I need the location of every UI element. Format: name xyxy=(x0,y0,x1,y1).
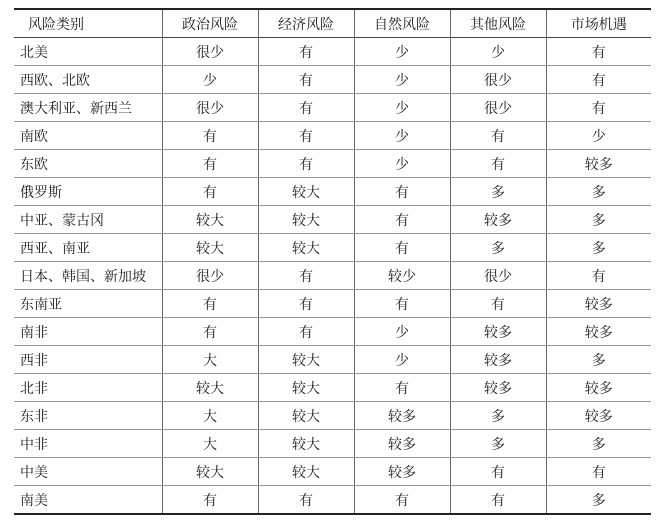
risk-level-cell: 有 xyxy=(258,66,354,94)
region-cell: 南美 xyxy=(14,486,162,515)
risk-level-cell: 较大 xyxy=(258,430,354,458)
risk-level-cell: 有 xyxy=(258,262,354,290)
risk-level-cell: 较多 xyxy=(546,402,651,430)
risk-level-cell: 很少 xyxy=(450,262,546,290)
risk-level-cell: 少 xyxy=(162,66,258,94)
risk-level-cell: 很少 xyxy=(162,38,258,66)
risk-level-cell: 较大 xyxy=(258,234,354,262)
table-row xyxy=(14,234,651,262)
risk-level-cell: 有 xyxy=(546,38,651,66)
risk-level-cell: 多 xyxy=(546,346,651,374)
table-body xyxy=(14,38,651,515)
risk-level-cell: 少 xyxy=(354,318,450,346)
table-row xyxy=(14,290,651,318)
risk-level-cell: 少 xyxy=(354,66,450,94)
risk-level-cell: 较大 xyxy=(258,178,354,206)
risk-level-cell: 较多 xyxy=(450,346,546,374)
risk-level-cell: 大 xyxy=(162,402,258,430)
risk-level-cell: 有 xyxy=(354,178,450,206)
column-header: 市场机遇 xyxy=(546,9,651,38)
column-header: 政治风险 xyxy=(162,9,258,38)
risk-level-cell: 有 xyxy=(546,94,651,122)
region-cell: 中美 xyxy=(14,458,162,486)
table-row xyxy=(14,38,651,66)
risk-level-cell: 很少 xyxy=(162,94,258,122)
region-cell: 澳大利亚、新西兰 xyxy=(14,94,162,122)
risk-level-cell: 有 xyxy=(354,234,450,262)
risk-level-cell: 有 xyxy=(450,150,546,178)
risk-level-cell: 大 xyxy=(162,430,258,458)
risk-level-cell: 较多 xyxy=(354,430,450,458)
risk-level-cell: 有 xyxy=(258,318,354,346)
column-header: 经济风险 xyxy=(258,9,354,38)
risk-level-cell: 较大 xyxy=(258,402,354,430)
risk-level-cell: 有 xyxy=(162,122,258,150)
risk-level-cell: 较大 xyxy=(162,458,258,486)
risk-level-cell: 多 xyxy=(546,178,651,206)
column-header: 自然风险 xyxy=(354,9,450,38)
table-row xyxy=(14,262,651,290)
risk-level-cell: 较大 xyxy=(258,346,354,374)
table-row xyxy=(14,66,651,94)
risk-level-cell: 多 xyxy=(546,206,651,234)
risk-level-cell: 有 xyxy=(546,458,651,486)
region-cell: 西欧、北欧 xyxy=(14,66,162,94)
region-cell: 南欧 xyxy=(14,122,162,150)
risk-level-cell: 有 xyxy=(354,374,450,402)
risk-level-cell: 有 xyxy=(450,458,546,486)
risk-level-cell: 有 xyxy=(258,150,354,178)
region-cell: 中非 xyxy=(14,430,162,458)
table-row xyxy=(14,486,651,515)
column-header-risk-category: 风险类别 xyxy=(14,9,162,38)
table-row xyxy=(14,206,651,234)
risk-level-cell: 少 xyxy=(450,38,546,66)
risk-level-cell: 少 xyxy=(354,122,450,150)
table-row xyxy=(14,94,651,122)
risk-level-cell: 有 xyxy=(354,206,450,234)
risk-level-cell: 有 xyxy=(354,290,450,318)
region-cell: 西非 xyxy=(14,346,162,374)
region-cell: 俄罗斯 xyxy=(14,178,162,206)
column-header: 其他风险 xyxy=(450,9,546,38)
table-row xyxy=(14,178,651,206)
table-row xyxy=(14,318,651,346)
risk-level-cell: 多 xyxy=(546,486,651,515)
risk-level-cell: 较多 xyxy=(546,150,651,178)
table-row xyxy=(14,458,651,486)
risk-level-cell: 较少 xyxy=(354,262,450,290)
risk-level-cell: 少 xyxy=(354,38,450,66)
risk-level-cell: 有 xyxy=(258,94,354,122)
risk-level-cell: 有 xyxy=(450,122,546,150)
risk-level-cell: 有 xyxy=(450,290,546,318)
region-cell: 中亚、蒙古冈 xyxy=(14,206,162,234)
table-row xyxy=(14,374,651,402)
risk-level-cell: 有 xyxy=(258,38,354,66)
table-row xyxy=(14,150,651,178)
risk-level-cell: 较多 xyxy=(450,206,546,234)
region-cell: 北美 xyxy=(14,38,162,66)
table-row xyxy=(14,402,651,430)
region-cell: 北非 xyxy=(14,374,162,402)
risk-level-cell: 有 xyxy=(162,150,258,178)
risk-level-cell: 较多 xyxy=(450,374,546,402)
risk-table xyxy=(14,8,651,515)
risk-level-cell: 很少 xyxy=(162,262,258,290)
risk-level-cell: 很少 xyxy=(450,94,546,122)
risk-level-cell: 较多 xyxy=(354,402,450,430)
risk-level-cell: 较大 xyxy=(162,374,258,402)
table-row xyxy=(14,346,651,374)
risk-level-cell: 较大 xyxy=(162,206,258,234)
risk-level-cell: 少 xyxy=(546,122,651,150)
risk-level-cell: 较大 xyxy=(258,458,354,486)
table-header-row xyxy=(14,9,651,38)
risk-level-cell: 多 xyxy=(450,178,546,206)
risk-level-cell: 较大 xyxy=(258,206,354,234)
risk-level-cell: 较多 xyxy=(354,458,450,486)
risk-level-cell: 较大 xyxy=(258,374,354,402)
risk-level-cell: 多 xyxy=(546,234,651,262)
risk-level-cell: 少 xyxy=(354,94,450,122)
risk-level-cell: 较多 xyxy=(546,374,651,402)
risk-level-cell: 大 xyxy=(162,346,258,374)
risk-level-cell: 有 xyxy=(162,318,258,346)
risk-level-cell: 很少 xyxy=(450,66,546,94)
region-cell: 西亚、南亚 xyxy=(14,234,162,262)
risk-level-cell: 有 xyxy=(258,290,354,318)
risk-level-cell: 多 xyxy=(450,402,546,430)
risk-level-cell: 有 xyxy=(354,486,450,515)
risk-level-cell: 多 xyxy=(450,234,546,262)
risk-level-cell: 多 xyxy=(450,430,546,458)
table-row xyxy=(14,430,651,458)
risk-level-cell: 较多 xyxy=(546,290,651,318)
risk-level-cell: 多 xyxy=(546,430,651,458)
risk-level-cell: 少 xyxy=(354,150,450,178)
region-cell: 东欧 xyxy=(14,150,162,178)
risk-level-cell: 有 xyxy=(546,262,651,290)
risk-level-cell: 有 xyxy=(162,486,258,515)
risk-level-cell: 较大 xyxy=(162,234,258,262)
risk-level-cell: 有 xyxy=(450,486,546,515)
risk-level-cell: 少 xyxy=(354,346,450,374)
table-row xyxy=(14,122,651,150)
risk-level-cell: 有 xyxy=(162,290,258,318)
region-cell: 东南亚 xyxy=(14,290,162,318)
region-cell: 日本、韩国、新加坡 xyxy=(14,262,162,290)
risk-level-cell: 较多 xyxy=(450,318,546,346)
risk-level-cell: 有 xyxy=(258,486,354,515)
region-cell: 南非 xyxy=(14,318,162,346)
region-cell: 东非 xyxy=(14,402,162,430)
risk-level-cell: 有 xyxy=(546,66,651,94)
risk-level-cell: 较多 xyxy=(546,318,651,346)
risk-level-cell: 有 xyxy=(162,178,258,206)
risk-level-cell: 有 xyxy=(258,122,354,150)
